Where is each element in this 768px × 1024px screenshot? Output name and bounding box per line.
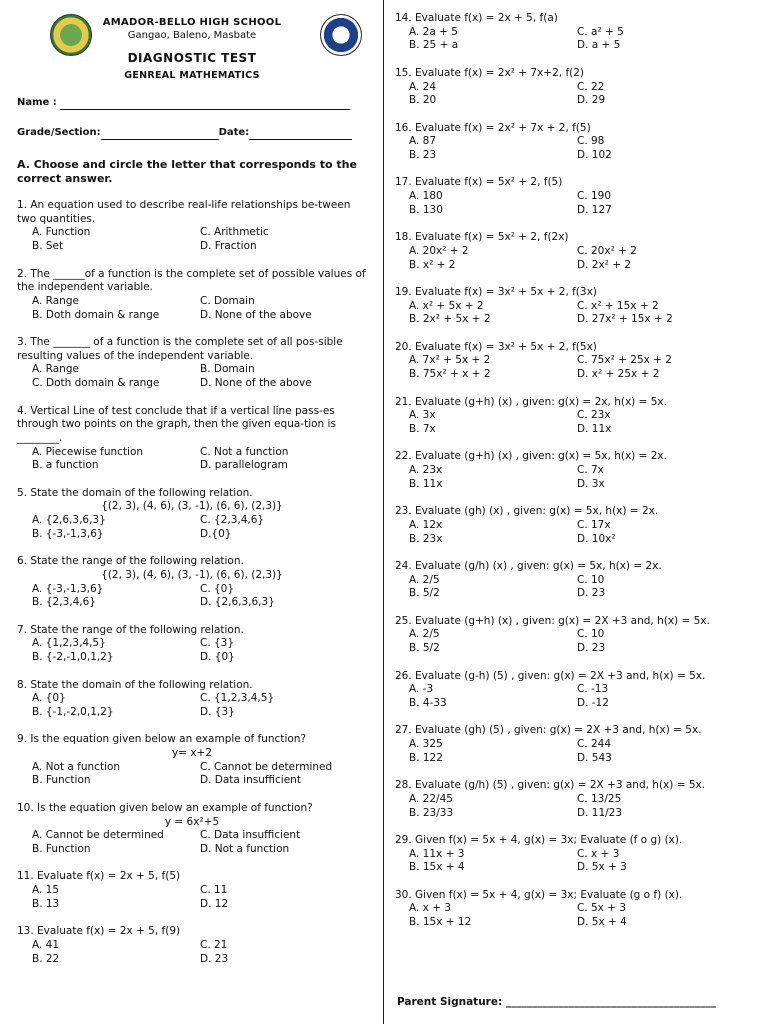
question-text: 15. Evaluate f(x) = 2x² + 7x+2, f(2)	[395, 66, 585, 79]
answer-option[interactable]: D. Fraction	[200, 240, 257, 253]
answer-option[interactable]: B. 2x² + 5x + 2	[409, 313, 491, 326]
answer-options	[17, 363, 367, 390]
question-text: 9. Is the equation given below an example of function?	[17, 733, 307, 746]
question-item	[395, 450, 755, 491]
question-list-left	[17, 199, 367, 966]
question-item	[17, 679, 367, 720]
answer-option[interactable]: A. 2a + 5	[409, 25, 458, 38]
answer-option[interactable]: A. x² + 5x + 2	[409, 299, 484, 312]
answer-option[interactable]: B. 15x + 4	[409, 861, 465, 874]
answer-option[interactable]: A. 12x	[409, 518, 443, 531]
answer-option[interactable]: A. 7x² + 5x + 2	[409, 354, 491, 367]
question-text: 22. Evaluate (g+h) (x) , given: g(x) = 5x, h(x) = 2x.	[395, 450, 667, 463]
answer-option[interactable]: C. 20x² + 2	[577, 244, 637, 257]
answer-option[interactable]: D. 27x² + 15x + 2	[577, 313, 673, 326]
answer-option[interactable]: D. 102	[577, 149, 612, 161]
question-text: 6. State the range of the following relation.	[17, 555, 244, 568]
question-text: 19. Evaluate f(x) = 3x² + 5x + 2, f(3x)	[395, 285, 597, 298]
answer-option[interactable]: B. 5/2	[409, 642, 440, 655]
answer-option[interactable]: B. {2,3,4,6}	[32, 596, 96, 609]
answer-options	[395, 409, 755, 436]
answer-option[interactable]: A. 2/5	[409, 628, 440, 641]
answer-option[interactable]: A. Cannot be determined	[32, 829, 164, 842]
question-item	[395, 286, 755, 327]
question-item	[395, 231, 755, 272]
question-text: 30. Given f(x) = 5x + 4, g(x) = 3x; Evaluate (g o f) (x).	[395, 888, 683, 901]
answer-option[interactable]: C. {1,2,3,4,5}	[200, 692, 275, 705]
answer-option[interactable]: B. {-3,-1,3,6}	[32, 527, 104, 540]
answer-options	[395, 464, 755, 491]
answer-option[interactable]: C. 23x	[577, 409, 611, 422]
question-expression: y= x+2	[171, 747, 213, 759]
answer-option[interactable]: C. Not a function	[200, 445, 289, 458]
answer-option[interactable]: B. {-2,-1,0,1,2}	[32, 651, 114, 664]
answer-option[interactable]: C. 75x² + 25x + 2	[577, 354, 672, 367]
answer-option[interactable]: D. 3x	[577, 477, 605, 490]
question-item	[395, 615, 755, 656]
question-text: 26. Evaluate (g-h) (5) , given: g(x) = 2X +3 and, h(x) = 5x.	[395, 669, 706, 682]
answer-option[interactable]: C. 5x + 3	[577, 902, 627, 915]
answer-options	[395, 245, 755, 272]
question-text: 2. The ______of a function is the complete set of possible values of the independent variable.	[17, 267, 366, 294]
answer-options	[17, 514, 367, 541]
question-expression: y = 6x²+5	[164, 815, 220, 828]
question-text: 4. Vertical Line of test conclude that if a vertical line pass-es through two points on the graph, then the given equa-tion is ________.	[17, 404, 336, 444]
question-item	[17, 925, 367, 966]
answer-option[interactable]: D. {0}	[200, 651, 235, 664]
question-text: 17. Evaluate f(x) = 5x² + 2, f(5)	[395, 176, 563, 189]
answer-option[interactable]: D. x² + 25x + 2	[577, 368, 660, 381]
instruction: A. Choose and circle the letter that corresponds to the correct answer.	[17, 158, 357, 185]
answer-option[interactable]: C. -13	[577, 683, 609, 696]
answer-options	[17, 295, 367, 322]
question-item	[395, 560, 755, 601]
answer-option[interactable]: D.{0}	[200, 527, 232, 540]
question-expression: {(2, 3), (4, 6), (3, -1), (6, 6), (2,3)}	[101, 568, 283, 581]
answer-option[interactable]: A. Not a function	[32, 760, 121, 773]
parent-signature[interactable]: Parent Signature: ________________________________________	[397, 996, 716, 1008]
left-column	[17, 12, 367, 980]
question-text: 24. Evaluate (g/h) (x) , given: g(x) = 5x, h(x) = 2x.	[395, 559, 662, 572]
answer-options	[395, 574, 755, 601]
answer-option[interactable]: D. 11x	[577, 422, 612, 435]
question-item	[17, 870, 367, 911]
answer-options	[17, 692, 367, 719]
question-item	[17, 802, 367, 857]
answer-option[interactable]: D. 23	[200, 952, 229, 965]
answer-option[interactable]: B. a function	[32, 459, 99, 472]
answer-options	[395, 628, 755, 655]
answer-options	[395, 738, 755, 765]
answer-option[interactable]: D. 12	[200, 897, 229, 910]
answer-option[interactable]: A. 11x + 3	[409, 847, 465, 860]
answer-options	[395, 26, 755, 53]
question-text: 27. Evaluate (gh) (5) , given: g(x) = 2X +3 and, h(x) = 5x.	[395, 724, 702, 737]
answer-option[interactable]: B. 23	[409, 149, 437, 161]
header	[17, 12, 367, 92]
answer-option[interactable]: A. Piecewise function	[32, 445, 144, 458]
answer-option[interactable]: D. 127	[577, 203, 612, 216]
answer-options	[17, 884, 367, 911]
answer-option[interactable]: B. Set	[32, 240, 64, 253]
answer-option[interactable]: A. 325	[409, 738, 443, 751]
answer-option[interactable]: C. 98	[577, 135, 605, 148]
question-text: 11. Evaluate f(x) = 2x + 5, f(5)	[17, 870, 181, 883]
answer-option[interactable]: C. {2,3,4,6}	[200, 514, 265, 527]
question-item	[395, 12, 755, 53]
answer-option[interactable]: A. 87	[409, 135, 437, 148]
school-name: AMADOR-BELLO HIGH SCHOOL	[102, 17, 282, 28]
answer-option[interactable]: C. Cannot be determined	[200, 760, 333, 773]
question-item	[17, 733, 367, 788]
question-text: 5. State the domain of the following relation.	[17, 486, 253, 499]
answer-option[interactable]: A. Range	[32, 363, 79, 376]
column-divider	[383, 0, 384, 1024]
grade-label: Grade/Section:	[17, 127, 101, 138]
answer-option[interactable]: B. Function	[32, 774, 91, 787]
answer-option[interactable]: B. 23/33	[409, 806, 454, 819]
answer-options	[17, 637, 367, 664]
question-text: 25. Evaluate (g+h) (x) , given: g(x) = 2X +3 and, h(x) = 5x.	[395, 614, 710, 627]
answer-option[interactable]: D. 10x²	[577, 532, 616, 545]
answer-options	[17, 939, 367, 966]
answer-option[interactable]: B. 7x	[409, 422, 436, 435]
answer-option[interactable]: D. 5x + 3	[577, 861, 627, 874]
answer-option[interactable]: D. Data insufficient	[200, 774, 301, 787]
question-item	[17, 268, 367, 323]
answer-option[interactable]: B. Doth domain & range	[32, 308, 160, 321]
answer-options	[395, 683, 755, 710]
answer-option[interactable]: C. Doth domain & range	[32, 377, 160, 390]
answer-option[interactable]: D. {3}	[200, 705, 235, 718]
answer-options	[395, 848, 755, 875]
question-item	[17, 624, 367, 665]
answer-option[interactable]: D. 29	[577, 94, 606, 107]
answer-option[interactable]: B. x² + 2	[409, 258, 456, 271]
date-line[interactable]	[249, 128, 352, 140]
answer-option[interactable]: D. a + 5	[577, 39, 621, 52]
question-text: 18. Evaluate f(x) = 5x² + 2, f(2x)	[395, 231, 569, 244]
name-line[interactable]	[60, 98, 350, 110]
question-text: 1. An equation used to describe real-life relationships be-tween two quantities.	[17, 199, 351, 225]
answer-option[interactable]: D. None of the above	[200, 377, 312, 390]
answer-option[interactable]: A. 3x	[409, 409, 436, 422]
answer-option[interactable]: C. 244	[577, 738, 612, 751]
answer-options	[395, 190, 755, 217]
answer-option[interactable]: A. {2,6,3,6,3}	[32, 514, 106, 527]
answer-options	[395, 300, 755, 327]
question-text: 14. Evaluate f(x) = 2x + 5, f(a)	[395, 12, 558, 24]
answer-options	[395, 135, 755, 162]
answer-option[interactable]: C. 7x	[577, 464, 604, 477]
answer-options	[17, 226, 367, 253]
answer-option[interactable]: A. {1,2,3,4,5}	[32, 637, 106, 650]
answer-option[interactable]: C. 22	[577, 80, 605, 93]
name-field	[17, 96, 367, 122]
answer-options	[395, 354, 755, 381]
answer-option[interactable]: C. 10	[577, 628, 605, 641]
answer-option[interactable]: C. {0}	[200, 582, 235, 595]
answer-options	[395, 519, 755, 546]
answer-options	[395, 902, 755, 929]
answer-option[interactable]: B. 25 + a	[409, 39, 459, 52]
question-text: 20. Evaluate f(x) = 3x² + 5x + 2, f(5x)	[395, 340, 597, 353]
question-text: 10. Is the equation given below an example of function?	[17, 801, 313, 814]
answer-option[interactable]: B. 122	[409, 751, 443, 764]
answer-option[interactable]: C. 13/25	[577, 792, 622, 805]
question-item	[395, 505, 755, 546]
answer-option[interactable]: A. 22/45	[409, 792, 453, 805]
question-item	[17, 336, 367, 391]
answer-option[interactable]: B. 4-33	[409, 696, 447, 709]
answer-option[interactable]: A. 20x² + 2	[409, 244, 469, 257]
school-address: Gangao, Baleno, Masbate	[127, 30, 257, 41]
answer-option[interactable]: C. Data insufficient	[200, 829, 301, 842]
question-item	[395, 724, 755, 765]
answer-option[interactable]: B. 23x	[409, 532, 443, 545]
answer-option[interactable]: B. 11x	[409, 477, 443, 490]
question-item	[395, 122, 755, 163]
answer-option[interactable]: D. parallelogram	[200, 459, 288, 472]
answer-option[interactable]: D. 2x² + 2	[577, 258, 632, 271]
answer-option[interactable]: A. Range	[32, 294, 79, 307]
answer-option[interactable]: C. 17x	[577, 518, 611, 531]
question-text: 28. Evaluate (g/h) (5) , given: g(x) = 2X +3 and, h(x) = 5x.	[395, 779, 706, 792]
answer-option[interactable]: B. 5/2	[409, 587, 440, 600]
question-text: 29. Given f(x) = 5x + 4, g(x) = 3x; Evaluate (f o g) (x).	[395, 833, 683, 846]
question-item	[395, 67, 755, 108]
question-text: 7. State the range of the following relation.	[17, 623, 244, 636]
answer-option[interactable]: A. 2/5	[409, 573, 440, 586]
answer-option[interactable]: C. 10	[577, 573, 605, 586]
answer-options	[17, 583, 367, 610]
grade-date-field	[17, 126, 367, 152]
answer-options	[395, 793, 755, 820]
answer-option[interactable]: D. 543	[577, 751, 612, 764]
answer-options	[17, 761, 367, 788]
answer-option[interactable]: B. Function	[32, 842, 91, 855]
answer-option[interactable]: D. Not a function	[200, 842, 290, 855]
answer-option[interactable]: A. 24	[409, 80, 437, 93]
answer-option[interactable]: A. 23x	[409, 464, 443, 477]
question-text: 13. Evaluate f(x) = 2x + 5, f(9)	[17, 925, 181, 938]
answer-option[interactable]: C. {3}	[200, 637, 235, 650]
answer-option[interactable]: B. 13	[32, 897, 60, 910]
answer-option[interactable]: A. -3	[409, 683, 434, 696]
answer-option[interactable]: C. a² + 5	[577, 25, 624, 38]
question-item	[17, 555, 367, 610]
question-item	[17, 199, 367, 254]
answer-option[interactable]: C. 190	[577, 190, 612, 203]
answer-option[interactable]: B. 15x + 12	[409, 916, 472, 929]
question-item	[395, 341, 755, 382]
answer-option[interactable]: D. 23	[577, 587, 606, 600]
question-item	[395, 176, 755, 217]
answer-option[interactable]: D. 11/23	[577, 806, 623, 819]
question-item	[17, 405, 367, 474]
question-text: 16. Evaluate f(x) = 2x² + 7x + 2, f(5)	[395, 121, 591, 134]
answer-option[interactable]: A. {-3,-1,3,6}	[32, 582, 104, 595]
answer-option[interactable]: C. Arithmetic	[200, 226, 269, 239]
answer-option[interactable]: C. x + 3	[577, 847, 620, 860]
answer-option[interactable]: D. 23	[577, 642, 606, 655]
answer-options	[395, 81, 755, 108]
answer-options	[17, 446, 367, 473]
date-label: Date:	[218, 127, 250, 138]
answer-option[interactable]: D. None of the above	[200, 308, 312, 321]
question-expression: {(2, 3), (4, 6), (3, -1), (6, 6), (2,3)}	[101, 500, 283, 513]
question-item	[395, 670, 755, 711]
question-text: 23. Evaluate (gh) (x) , given: g(x) = 5x, h(x) = 2x.	[395, 505, 659, 518]
answer-option[interactable]: B. 22	[32, 952, 60, 965]
question-item	[395, 889, 755, 930]
answer-option[interactable]: A. 180	[409, 190, 443, 203]
answer-option[interactable]: D. {2,6,3,6,3}	[200, 596, 275, 609]
question-item	[17, 487, 367, 542]
answer-option[interactable]: D. 5x + 4	[577, 916, 627, 929]
question-text: 3. The _______ of a function is the complete set of all pos-sible resulting values of the independent variable.	[17, 336, 343, 362]
answer-options	[17, 829, 367, 856]
answer-option[interactable]: A. x + 3	[409, 902, 452, 915]
answer-option[interactable]: A. 41	[32, 938, 60, 951]
question-item	[395, 779, 755, 820]
answer-option[interactable]: A. Function	[32, 226, 91, 239]
answer-option[interactable]: C. x² + 15x + 2	[577, 299, 659, 312]
answer-option[interactable]: C. 11	[200, 884, 228, 896]
answer-option[interactable]: B. 75x² + x + 2	[409, 368, 491, 381]
test-title: DIAGNOSTIC TEST	[127, 51, 257, 65]
question-item	[395, 396, 755, 437]
test-subtitle: GENREAL MATHEMATICS	[124, 70, 260, 81]
answer-option[interactable]: D. -12	[577, 696, 609, 709]
answer-option[interactable]: B. {-1,-2,0,1,2}	[32, 705, 114, 718]
grade-line[interactable]	[101, 128, 219, 140]
answer-option[interactable]: C. Domain	[200, 294, 255, 307]
question-item	[395, 834, 755, 875]
question-text: 21. Evaluate (g+h) (x) , given: g(x) = 2x, h(x) = 5x.	[395, 395, 667, 408]
answer-option[interactable]: A. 15	[32, 884, 60, 896]
answer-option[interactable]: B. 20	[409, 94, 437, 107]
answer-option[interactable]: A. {0}	[32, 692, 66, 705]
answer-option[interactable]: B. 130	[409, 203, 443, 216]
answer-option[interactable]: C. 21	[200, 938, 228, 951]
question-list-right	[395, 12, 755, 930]
answer-option[interactable]: B. Domain	[200, 363, 255, 376]
name-label: Name :	[17, 97, 57, 108]
right-column	[395, 12, 755, 944]
question-text: 8. State the domain of the following relation.	[17, 678, 253, 691]
